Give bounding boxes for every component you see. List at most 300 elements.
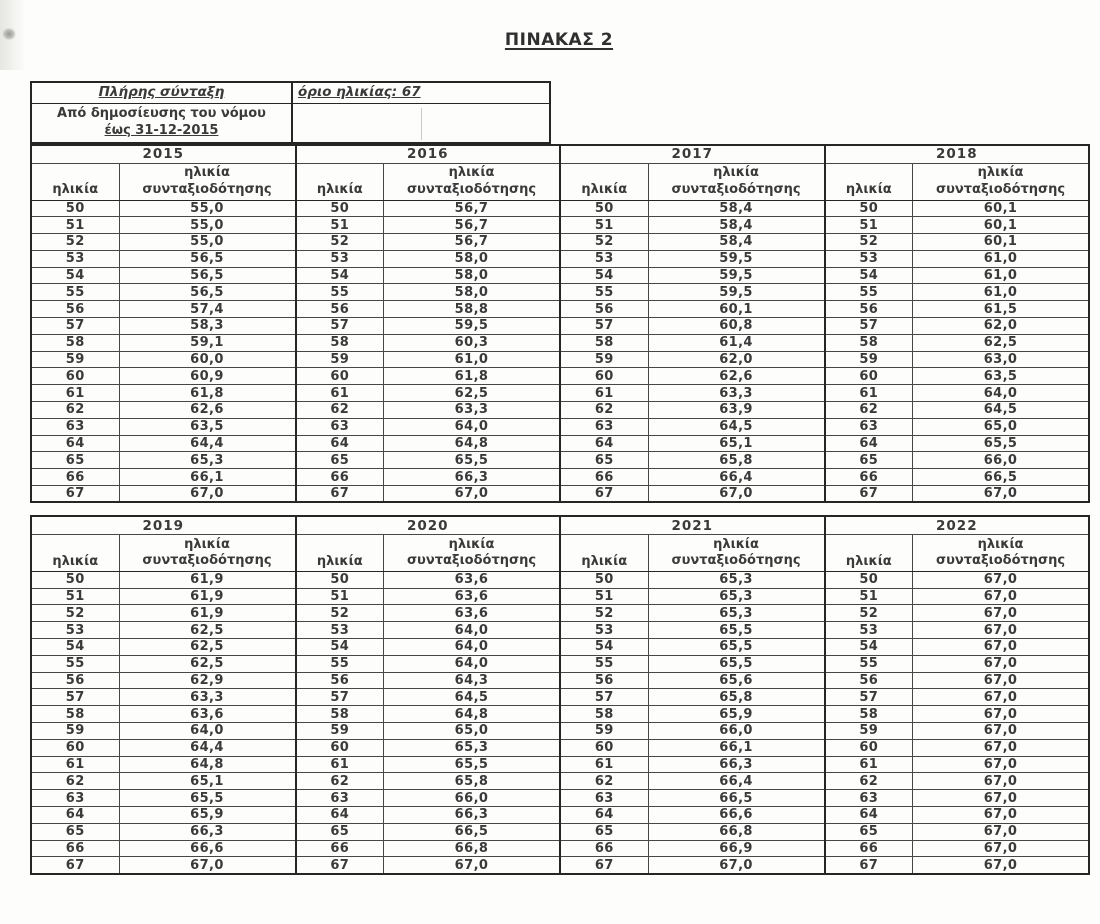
table-row xyxy=(31,857,1089,874)
age-cell: 66 xyxy=(560,840,648,857)
retirement-age-cell: 59,5 xyxy=(648,250,825,267)
age-cell: 54 xyxy=(560,639,648,656)
age-cell: 59 xyxy=(31,351,119,368)
age-cell: 56 xyxy=(31,672,119,689)
retirement-age-cell: 66,3 xyxy=(384,469,561,486)
retirement-age-cell: 67,0 xyxy=(913,622,1090,639)
retirement-age-cell: 67,0 xyxy=(913,605,1090,622)
table-row xyxy=(31,452,1089,469)
retirement-age-cell: 63,6 xyxy=(384,588,561,605)
age-cell: 56 xyxy=(560,672,648,689)
age-column-header: ηλικία xyxy=(825,163,913,200)
retirement-age-cell: 58,4 xyxy=(648,217,825,234)
age-cell: 58 xyxy=(31,334,119,351)
age-cell: 51 xyxy=(825,217,913,234)
age-cell: 58 xyxy=(296,334,384,351)
retirement-age-cell: 66,1 xyxy=(119,469,296,486)
age-cell: 62 xyxy=(560,773,648,790)
retirement-age-cell: 67,0 xyxy=(648,857,825,874)
age-cell: 51 xyxy=(560,217,648,234)
age-column-header: ηλικία xyxy=(296,163,384,200)
retirement-age-cell: 62,5 xyxy=(913,334,1090,351)
retirement-age-column-header xyxy=(913,534,1090,571)
age-limit-label: όριο ηλικίας: 67 xyxy=(298,84,421,100)
retirement-age-cell: 58,0 xyxy=(384,284,561,301)
retirement-age-cell: 62,5 xyxy=(119,622,296,639)
table-row xyxy=(31,639,1089,656)
header-box-empty-cell xyxy=(293,104,549,142)
retirement-age-cell: 59,5 xyxy=(648,267,825,284)
table-row xyxy=(31,486,1089,503)
age-cell: 53 xyxy=(560,250,648,267)
year-header: 2021 xyxy=(560,516,825,534)
table-row xyxy=(31,250,1089,267)
retirement-age-cell: 61,5 xyxy=(913,301,1090,318)
year-header-row xyxy=(31,516,1089,534)
age-cell: 52 xyxy=(296,234,384,251)
age-cell: 62 xyxy=(825,773,913,790)
age-cell: 55 xyxy=(560,655,648,672)
age-column-header: ηλικία xyxy=(31,163,119,200)
age-cell: 53 xyxy=(825,622,913,639)
age-cell: 60 xyxy=(560,368,648,385)
retirement-age-column-header xyxy=(913,163,1090,200)
table-row xyxy=(31,318,1089,335)
retirement-age-cell: 63,0 xyxy=(913,351,1090,368)
retirement-age-cell: 63,3 xyxy=(384,402,561,419)
retirement-age-cell: 59,5 xyxy=(384,318,561,335)
age-cell: 62 xyxy=(560,402,648,419)
retirement-age-cell: 63,9 xyxy=(648,402,825,419)
retirement-age-cell: 60,0 xyxy=(119,351,296,368)
retirement-header-line-1: ηλικία xyxy=(713,536,759,552)
retirement-age-cell: 58,8 xyxy=(384,301,561,318)
age-cell: 51 xyxy=(825,588,913,605)
retirement-age-cell: 62,0 xyxy=(648,351,825,368)
retirement-header-line-1: ηλικία xyxy=(448,165,495,181)
age-cell: 66 xyxy=(31,840,119,857)
retirement-age-cell: 59,1 xyxy=(119,334,296,351)
age-cell: 58 xyxy=(31,706,119,723)
retirement-age-cell: 67,0 xyxy=(913,840,1090,857)
age-cell: 58 xyxy=(560,334,648,351)
age-cell: 67 xyxy=(296,857,384,874)
age-cell: 55 xyxy=(296,284,384,301)
age-cell: 58 xyxy=(560,706,648,723)
retirement-age-cell: 60,1 xyxy=(648,301,825,318)
age-cell: 63 xyxy=(296,418,384,435)
age-cell: 50 xyxy=(296,200,384,217)
year-header: 2015 xyxy=(31,145,296,163)
age-column-header: ηλικία xyxy=(296,534,384,571)
retirement-age-cell: 64,5 xyxy=(913,402,1090,419)
age-cell: 57 xyxy=(31,318,119,335)
table-row xyxy=(31,790,1089,807)
age-cell: 60 xyxy=(560,739,648,756)
age-cell: 65 xyxy=(825,452,913,469)
retirement-age-cell: 67,0 xyxy=(913,790,1090,807)
page-title: ΠΙΝΑΚΑΣ 2 xyxy=(504,30,614,50)
retirement-age-cell: 65,1 xyxy=(648,435,825,452)
retirement-age-cell: 62,5 xyxy=(119,639,296,656)
age-cell: 67 xyxy=(296,486,384,503)
scan-artifact xyxy=(0,0,26,70)
retirement-header-line-1: ηλικία xyxy=(713,165,759,181)
table-row xyxy=(31,571,1089,588)
table-row xyxy=(31,351,1089,368)
age-cell: 60 xyxy=(31,739,119,756)
table-row xyxy=(31,267,1089,284)
age-cell: 57 xyxy=(296,689,384,706)
retirement-age-cell: 58,0 xyxy=(384,250,561,267)
retirement-age-cell: 64,0 xyxy=(384,655,561,672)
age-cell: 64 xyxy=(31,807,119,824)
age-cell: 54 xyxy=(31,267,119,284)
retirement-age-cell: 65,8 xyxy=(648,452,825,469)
retirement-age-cell: 67,0 xyxy=(913,588,1090,605)
retirement-header-line-2: συνταξιοδότησης xyxy=(142,552,272,568)
retirement-age-cell: 67,0 xyxy=(913,739,1090,756)
retirement-age-cell: 65,5 xyxy=(119,790,296,807)
age-cell: 62 xyxy=(296,773,384,790)
age-cell: 57 xyxy=(560,689,648,706)
pension-header-box xyxy=(30,81,551,144)
table-row xyxy=(31,823,1089,840)
pension-table-2015-2018 xyxy=(30,144,1090,503)
age-cell: 63 xyxy=(31,418,119,435)
age-cell: 59 xyxy=(296,351,384,368)
age-cell: 57 xyxy=(31,689,119,706)
age-cell: 60 xyxy=(296,739,384,756)
age-cell: 67 xyxy=(31,857,119,874)
table-row xyxy=(31,368,1089,385)
retirement-age-cell: 64,0 xyxy=(384,622,561,639)
table-row xyxy=(31,435,1089,452)
age-cell: 52 xyxy=(31,234,119,251)
retirement-age-cell: 67,0 xyxy=(648,486,825,503)
retirement-age-cell: 63,6 xyxy=(384,605,561,622)
retirement-header-line-2: συνταξιοδότησης xyxy=(935,181,1066,197)
age-cell: 51 xyxy=(560,588,648,605)
retirement-age-cell: 65,8 xyxy=(384,773,561,790)
age-cell: 53 xyxy=(560,622,648,639)
retirement-age-cell: 58,0 xyxy=(384,267,561,284)
table-row xyxy=(31,284,1089,301)
table-row xyxy=(31,723,1089,740)
pension-table-2019-2022 xyxy=(30,515,1090,874)
retirement-header-line-1: ηλικία xyxy=(977,165,1024,181)
age-cell: 63 xyxy=(296,790,384,807)
retirement-age-cell: 66,3 xyxy=(384,807,561,824)
age-cell: 50 xyxy=(825,571,913,588)
age-cell: 66 xyxy=(825,840,913,857)
table-row xyxy=(31,706,1089,723)
retirement-age-cell: 65,1 xyxy=(119,773,296,790)
age-cell: 60 xyxy=(825,368,913,385)
table-row xyxy=(31,588,1089,605)
age-cell: 64 xyxy=(296,435,384,452)
year-header-row xyxy=(31,145,1089,163)
retirement-age-cell: 56,5 xyxy=(119,250,296,267)
year-header: 2022 xyxy=(825,516,1090,534)
retirement-age-cell: 63,6 xyxy=(119,706,296,723)
age-cell: 61 xyxy=(31,756,119,773)
header-box-row-2 xyxy=(32,104,549,142)
age-cell: 50 xyxy=(560,200,648,217)
retirement-age-cell: 60,1 xyxy=(913,234,1090,251)
age-cell: 59 xyxy=(296,723,384,740)
retirement-age-cell: 67,0 xyxy=(913,655,1090,672)
retirement-age-cell: 65,3 xyxy=(648,605,825,622)
retirement-age-cell: 62,6 xyxy=(648,368,825,385)
retirement-age-cell: 61,0 xyxy=(384,351,561,368)
retirement-age-cell: 65,3 xyxy=(384,739,561,756)
age-cell: 50 xyxy=(31,200,119,217)
retirement-age-cell: 65,5 xyxy=(384,756,561,773)
retirement-age-cell: 61,0 xyxy=(913,284,1090,301)
table-row xyxy=(31,756,1089,773)
age-cell: 55 xyxy=(825,284,913,301)
age-cell: 61 xyxy=(560,756,648,773)
age-cell: 65 xyxy=(825,823,913,840)
retirement-age-cell: 67,0 xyxy=(913,571,1090,588)
retirement-age-cell: 66,0 xyxy=(913,452,1090,469)
retirement-age-cell: 65,9 xyxy=(648,706,825,723)
age-cell: 57 xyxy=(296,318,384,335)
retirement-age-cell: 66,5 xyxy=(384,823,561,840)
age-cell: 62 xyxy=(825,402,913,419)
retirement-age-cell: 65,6 xyxy=(648,672,825,689)
age-cell: 59 xyxy=(825,351,913,368)
retirement-age-cell: 67,0 xyxy=(913,857,1090,874)
retirement-age-cell: 59,5 xyxy=(648,284,825,301)
table-row xyxy=(31,301,1089,318)
age-cell: 63 xyxy=(825,790,913,807)
table-row xyxy=(31,469,1089,486)
retirement-age-cell: 58,4 xyxy=(648,234,825,251)
retirement-age-cell: 65,0 xyxy=(913,418,1090,435)
retirement-age-cell: 61,4 xyxy=(648,334,825,351)
age-cell: 67 xyxy=(825,857,913,874)
retirement-age-cell: 66,4 xyxy=(648,469,825,486)
age-cell: 56 xyxy=(296,301,384,318)
retirement-age-cell: 64,3 xyxy=(384,672,561,689)
retirement-age-cell: 63,3 xyxy=(119,689,296,706)
retirement-age-cell: 65,3 xyxy=(648,588,825,605)
retirement-age-column-header xyxy=(119,534,296,571)
retirement-age-cell: 55,0 xyxy=(119,234,296,251)
age-cell: 56 xyxy=(296,672,384,689)
retirement-age-cell: 64,0 xyxy=(384,418,561,435)
table-row xyxy=(31,807,1089,824)
retirement-age-cell: 65,9 xyxy=(119,807,296,824)
retirement-age-cell: 66,4 xyxy=(648,773,825,790)
retirement-age-cell: 56,7 xyxy=(384,200,561,217)
retirement-age-cell: 64,5 xyxy=(384,689,561,706)
retirement-age-cell: 65,3 xyxy=(119,452,296,469)
age-cell: 60 xyxy=(31,368,119,385)
retirement-header-line-1: ηλικία xyxy=(448,536,495,552)
age-cell: 57 xyxy=(825,318,913,335)
table-row xyxy=(31,402,1089,419)
age-cell: 63 xyxy=(825,418,913,435)
age-cell: 67 xyxy=(560,486,648,503)
age-cell: 64 xyxy=(560,807,648,824)
retirement-age-cell: 65,5 xyxy=(384,452,561,469)
retirement-age-column-header xyxy=(648,163,825,200)
retirement-age-column-header xyxy=(119,163,296,200)
period-line-1: Από δημοσίευσης του νόμου xyxy=(57,106,266,122)
age-cell: 50 xyxy=(825,200,913,217)
retirement-age-cell: 67,0 xyxy=(384,857,561,874)
age-cell: 51 xyxy=(31,588,119,605)
retirement-age-cell: 58,3 xyxy=(119,318,296,335)
retirement-age-cell: 67,0 xyxy=(913,672,1090,689)
age-column-header: ηλικία xyxy=(560,534,648,571)
age-cell: 61 xyxy=(825,756,913,773)
retirement-age-cell: 67,0 xyxy=(913,773,1090,790)
age-cell: 53 xyxy=(296,622,384,639)
retirement-age-cell: 62,0 xyxy=(913,318,1090,335)
age-cell: 65 xyxy=(31,452,119,469)
retirement-age-cell: 61,9 xyxy=(119,588,296,605)
age-cell: 65 xyxy=(296,452,384,469)
age-cell: 66 xyxy=(825,469,913,486)
age-cell: 50 xyxy=(296,571,384,588)
table-row xyxy=(31,200,1089,217)
age-cell: 56 xyxy=(825,672,913,689)
retirement-age-cell: 66,5 xyxy=(913,469,1090,486)
retirement-header-line-1: ηλικία xyxy=(184,536,230,552)
age-cell: 50 xyxy=(31,571,119,588)
age-cell: 57 xyxy=(560,318,648,335)
year-header: 2016 xyxy=(296,145,561,163)
age-cell: 64 xyxy=(825,807,913,824)
retirement-age-cell: 64,5 xyxy=(648,418,825,435)
age-cell: 54 xyxy=(31,639,119,656)
retirement-header-line-1: ηλικία xyxy=(184,165,230,181)
retirement-age-cell: 61,9 xyxy=(119,571,296,588)
retirement-age-cell: 66,3 xyxy=(648,756,825,773)
age-cell: 52 xyxy=(560,605,648,622)
retirement-age-cell: 60,8 xyxy=(648,318,825,335)
age-cell: 52 xyxy=(296,605,384,622)
age-cell: 56 xyxy=(825,301,913,318)
retirement-age-column-header xyxy=(384,534,561,571)
age-cell: 67 xyxy=(31,486,119,503)
age-cell: 64 xyxy=(296,807,384,824)
age-cell: 52 xyxy=(560,234,648,251)
retirement-header-line-2: συνταξιοδότησης xyxy=(671,181,801,197)
age-cell: 66 xyxy=(560,469,648,486)
table-row xyxy=(31,655,1089,672)
retirement-age-cell: 62,9 xyxy=(119,672,296,689)
retirement-age-cell: 63,3 xyxy=(648,385,825,402)
year-header: 2018 xyxy=(825,145,1090,163)
age-cell: 59 xyxy=(560,723,648,740)
retirement-age-cell: 65,8 xyxy=(648,689,825,706)
retirement-age-cell: 60,3 xyxy=(384,334,561,351)
retirement-age-cell: 67,0 xyxy=(119,857,296,874)
year-header: 2017 xyxy=(560,145,825,163)
table-gap xyxy=(30,503,1088,515)
table-row xyxy=(31,840,1089,857)
age-cell: 50 xyxy=(560,571,648,588)
retirement-age-cell: 64,8 xyxy=(384,706,561,723)
age-cell: 67 xyxy=(825,486,913,503)
retirement-age-cell: 58,4 xyxy=(648,200,825,217)
age-cell: 54 xyxy=(296,267,384,284)
retirement-age-cell: 60,1 xyxy=(913,200,1090,217)
header-box-faint-divider xyxy=(421,108,422,140)
retirement-age-cell: 65,5 xyxy=(913,435,1090,452)
age-cell: 66 xyxy=(296,469,384,486)
retirement-age-cell: 66,0 xyxy=(384,790,561,807)
age-cell: 53 xyxy=(296,250,384,267)
retirement-header-line-2: συνταξιοδότησης xyxy=(406,181,537,197)
retirement-age-cell: 64,0 xyxy=(913,385,1090,402)
document-content xyxy=(30,0,1088,875)
period-label xyxy=(32,104,293,142)
retirement-age-cell: 64,4 xyxy=(119,435,296,452)
age-cell: 54 xyxy=(560,267,648,284)
retirement-age-cell: 66,9 xyxy=(648,840,825,857)
retirement-age-cell: 66,6 xyxy=(119,840,296,857)
table-row xyxy=(31,689,1089,706)
retirement-header-line-2: συνταξιοδότησης xyxy=(671,552,801,568)
retirement-age-cell: 62,5 xyxy=(119,655,296,672)
retirement-header-line-1: ηλικία xyxy=(977,536,1024,552)
age-cell: 58 xyxy=(825,706,913,723)
age-cell: 61 xyxy=(296,385,384,402)
age-cell: 61 xyxy=(296,756,384,773)
age-cell: 53 xyxy=(825,250,913,267)
age-cell: 55 xyxy=(296,655,384,672)
retirement-age-cell: 65,5 xyxy=(648,639,825,656)
age-cell: 54 xyxy=(825,639,913,656)
table-row xyxy=(31,385,1089,402)
retirement-age-cell: 67,0 xyxy=(913,689,1090,706)
retirement-age-cell: 63,6 xyxy=(384,571,561,588)
retirement-age-cell: 67,0 xyxy=(119,486,296,503)
retirement-age-cell: 62,5 xyxy=(384,385,561,402)
period-line-2: έως 31-12-2015 xyxy=(104,123,219,138)
age-cell: 52 xyxy=(31,605,119,622)
retirement-age-cell: 61,8 xyxy=(384,368,561,385)
retirement-age-cell: 63,5 xyxy=(119,418,296,435)
table-row xyxy=(31,217,1089,234)
retirement-age-cell: 56,7 xyxy=(384,234,561,251)
retirement-age-cell: 63,5 xyxy=(913,368,1090,385)
retirement-age-cell: 61,0 xyxy=(913,250,1090,267)
retirement-age-cell: 56,5 xyxy=(119,267,296,284)
retirement-age-cell: 66,5 xyxy=(648,790,825,807)
retirement-age-cell: 61,8 xyxy=(119,385,296,402)
age-cell: 62 xyxy=(31,773,119,790)
age-cell: 62 xyxy=(296,402,384,419)
retirement-age-cell: 65,5 xyxy=(648,622,825,639)
retirement-age-cell: 67,0 xyxy=(913,486,1090,503)
retirement-age-cell: 67,0 xyxy=(913,723,1090,740)
retirement-age-cell: 66,8 xyxy=(648,823,825,840)
age-cell: 63 xyxy=(31,790,119,807)
age-cell: 61 xyxy=(31,385,119,402)
table-row xyxy=(31,622,1089,639)
table-row xyxy=(31,739,1089,756)
column-header-row xyxy=(31,163,1089,200)
age-cell: 56 xyxy=(31,301,119,318)
age-cell: 52 xyxy=(825,234,913,251)
